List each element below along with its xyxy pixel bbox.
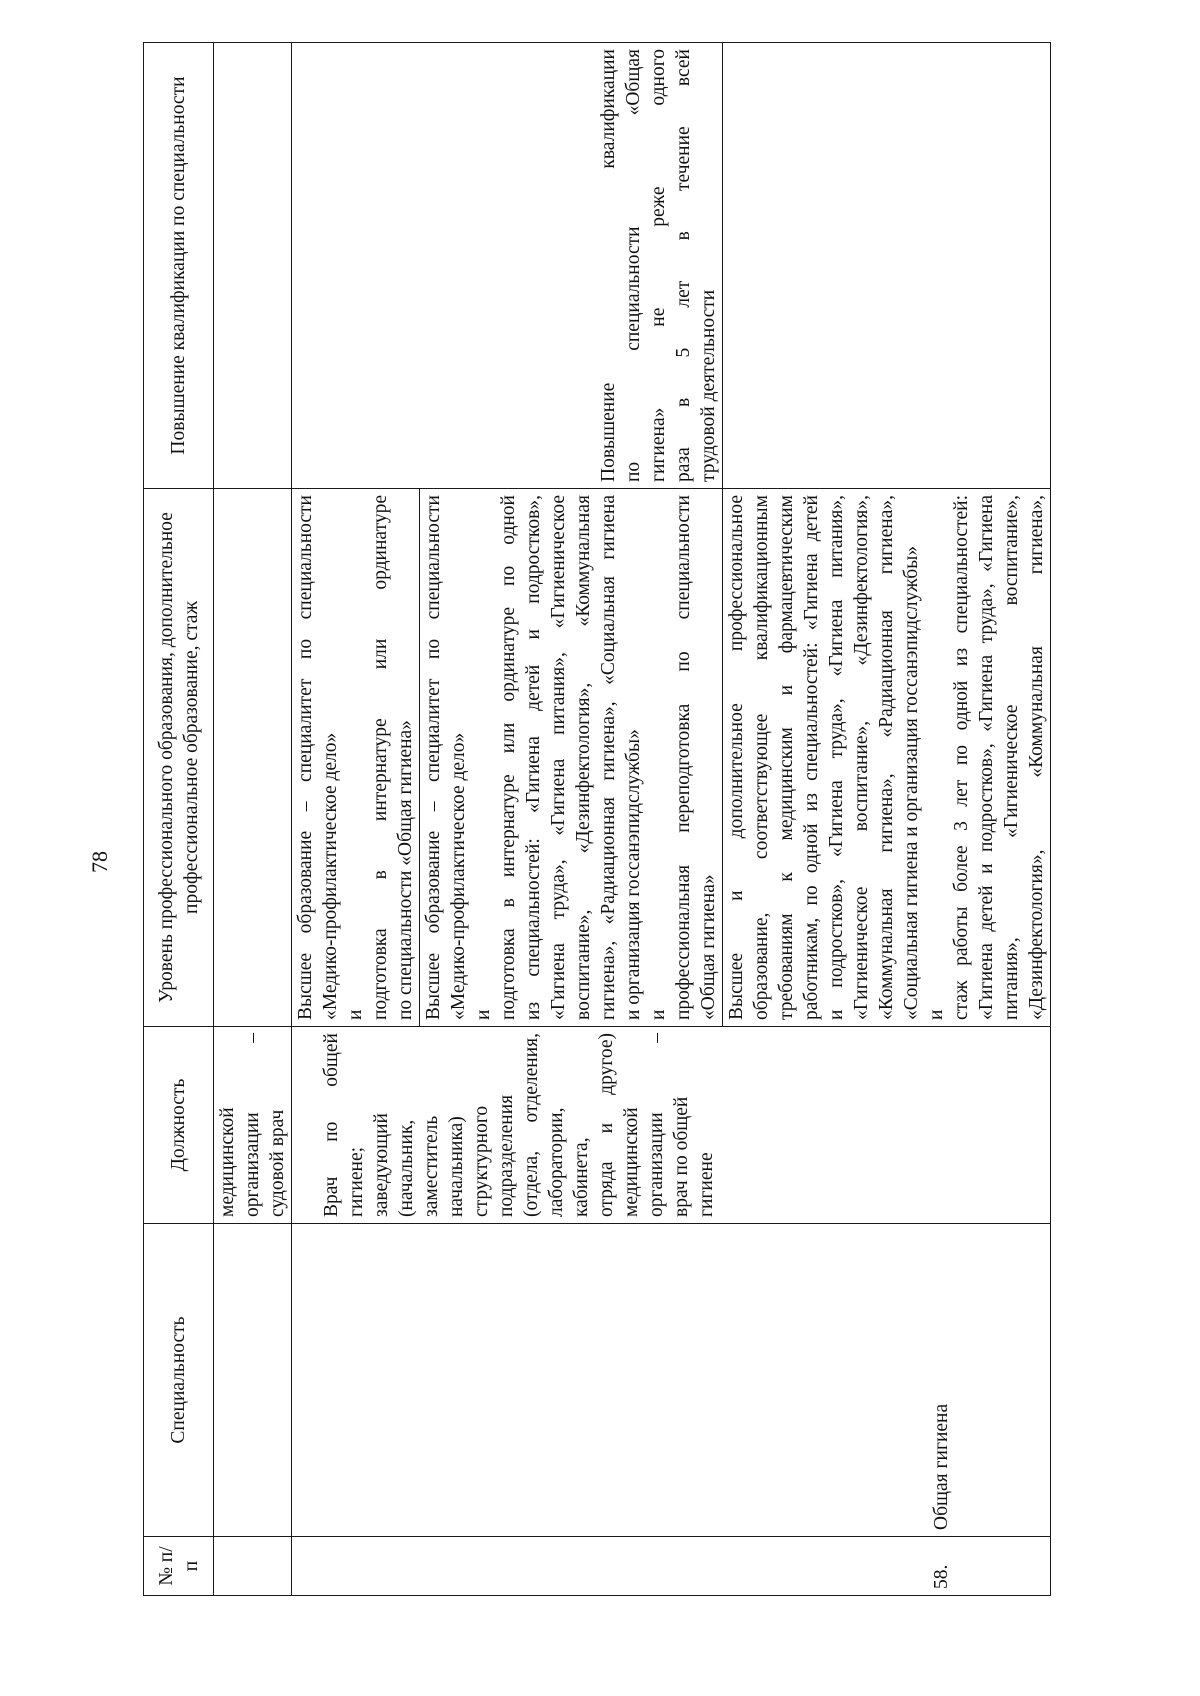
cell-position-continued — [214, 1027, 292, 1224]
cell-qualification-blank — [723, 43, 1051, 489]
education-line: и — [648, 1009, 669, 1020]
cell-qualification-continued — [214, 43, 292, 489]
education-line: «Медико-профилактическое дело» — [448, 732, 469, 1020]
qualification-line: Повышение квалификации — [598, 49, 619, 482]
qualification-line: по специальности «Общая — [623, 49, 644, 482]
education-line: гигиена», «Радиационная гигиена», «Социальная гигиена — [598, 495, 619, 1020]
position-line: лаборатории, кабинета, — [546, 1107, 592, 1217]
education-line: по специальности «Общая гигиена» — [395, 720, 416, 1020]
qualification-line: раза в 5 лет в течение всей — [673, 49, 694, 482]
education-line: «Гигиена труда», «Гигиена питания», «Гигиеническое — [548, 495, 569, 1020]
position-line: заместитель начальника) — [421, 1115, 467, 1217]
education-line: работникам, по одной из специальностей: «Гигиена детей — [801, 495, 822, 1020]
education-line: «Медико-профилактическое дело» — [320, 732, 341, 1020]
education-line: подготовка в интернатуре или ординатуре — [370, 495, 391, 1020]
education-line: «Общая гигиена» — [698, 874, 719, 1020]
position-line: отряда и другое) — [596, 1033, 617, 1217]
cell-specialty-58 — [292, 1224, 1051, 1537]
cell-num-58 — [292, 1537, 1051, 1596]
education-line: и подростков», «Гигиена труда», «Гигиена питания», — [826, 495, 847, 1020]
education-line: стаж работы более 3 лет по одной из специальностей: — [951, 495, 972, 1020]
table-header-row — [144, 43, 214, 1596]
row-number: 58. — [931, 1564, 952, 1589]
position-line: (отдела, отделения, — [521, 1033, 542, 1217]
education-line: и — [473, 1009, 494, 1020]
education-line: Высшее и дополнительное профессиональное — [726, 495, 747, 1020]
education-line: питания», «Гигиеническое воспитание», — [1001, 495, 1022, 1020]
education-line: и организация госсанэпидслужбы» — [623, 729, 644, 1020]
specialty-name: Общая гигиена — [931, 1403, 952, 1530]
education-line: «Социальная гигиена и организация госсанэпидслужбы» — [901, 545, 922, 1020]
education-line: «Гигиена детей и подростков», «Гигиена труда», «Гигиена — [976, 495, 997, 1020]
cell-education-block3 — [723, 489, 1051, 1027]
cell-education-block2 — [420, 489, 723, 1027]
page-number: 78 — [87, 851, 112, 873]
header-position: Должность — [144, 1027, 214, 1224]
header-education: Уровень профессионального образования, дополнительное профессиональное образование, стаж — [144, 489, 214, 1027]
rotated-table-container — [143, 43, 1047, 1596]
education-line: подготовка в интернатуре или ординатуре по одной — [498, 495, 519, 1020]
cell-qualification-58 — [292, 43, 723, 489]
education-line: образование, соответствующее квалификационным — [751, 495, 772, 1020]
education-line: и — [926, 1009, 947, 1020]
header-num: № п/п — [144, 1537, 214, 1596]
education-line: и — [345, 1009, 366, 1020]
cell-education-continued — [214, 489, 292, 1027]
education-line: «Коммунальная гигиена», «Радиационная гигиена», — [876, 495, 897, 1020]
education-line: воспитание», «Дезинфектология», «Коммунальная — [573, 495, 594, 1020]
position-continued-line2: судовой врач — [267, 1109, 288, 1217]
education-line: требованиям к медицинским и фармацевтическим — [776, 495, 797, 1020]
qualification-line: гигиена» не реже одного — [648, 49, 669, 482]
position-line: структурного подразделения — [471, 1094, 517, 1217]
cell-specialty-continued — [214, 1224, 292, 1537]
header-qualification: Повышение квалификации по специальности — [144, 43, 214, 489]
position-line: заведующий (начальник, — [371, 1113, 417, 1217]
cell-education-block1 — [292, 489, 420, 1027]
education-line: Высшее образование – специалитет по специальности — [423, 495, 444, 1020]
table-row-58-block1 — [292, 43, 420, 1596]
cell-num-continued — [214, 1537, 292, 1596]
position-line: врач по общей гигиене — [671, 1096, 717, 1217]
education-line: профессиональная переподготовка по специальности — [673, 495, 694, 1020]
position-line: Врач по общей гигиене; — [321, 1033, 367, 1217]
education-line: из специальностей: «Гигиена детей и подростков», — [523, 495, 544, 1020]
education-line: «Гигиеническое воспитание», «Дезинфектология», — [851, 495, 872, 1020]
position-continued-line1: медицинской организации – — [217, 1033, 263, 1217]
qualification-table — [143, 42, 1051, 1596]
cell-position-58 — [292, 1027, 1051, 1224]
position-line: медицинской организации – — [621, 1033, 667, 1217]
education-line: Высшее образование – специалитет по специальности — [295, 495, 316, 1020]
table-row-continued — [214, 43, 292, 1596]
qualification-line: трудовой деятельности — [698, 289, 719, 482]
education-line: «Дезинфектология», «Коммунальная гигиена», — [1026, 495, 1047, 1020]
header-specialty: Специальность — [144, 1224, 214, 1537]
